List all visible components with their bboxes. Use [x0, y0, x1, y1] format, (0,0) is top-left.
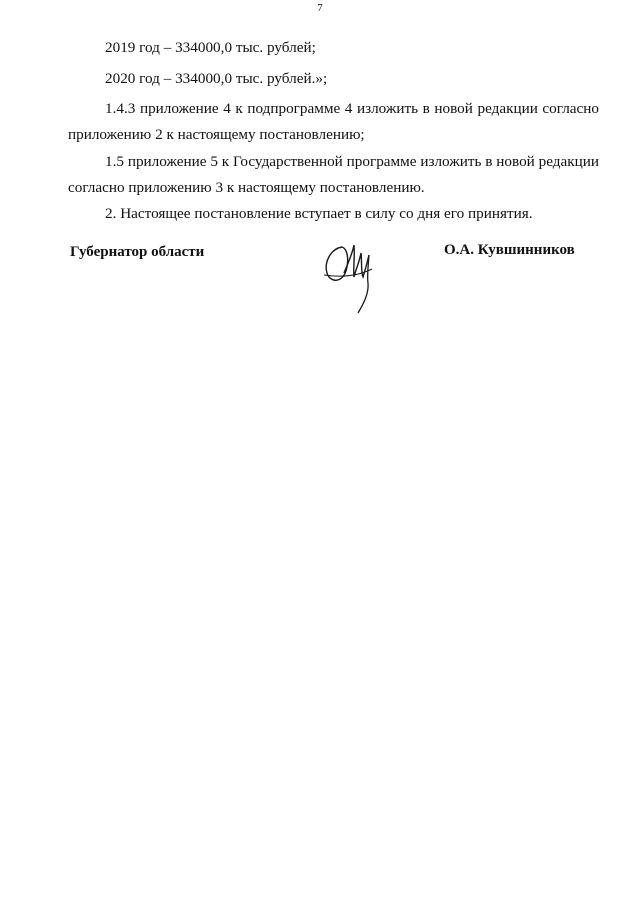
signatory-name: О.А. Кувшинников	[444, 242, 575, 258]
page-number: 7	[317, 2, 323, 14]
budget-line-2019: 2019 год – 334000,0 тыс. рублей;	[105, 39, 316, 56]
budget-line-2020: 2020 год – 334000,0 тыс. рублей.»;	[105, 70, 328, 87]
clause-1-4-3: 1.4.3 приложение 4 к подпрограмме 4 изложить в новой редакции согласно приложению 2 к настоящему постановлению;	[68, 100, 599, 143]
handwritten-signature	[318, 233, 388, 317]
clause-1-5: 1.5 приложение 5 к Государственной программе изложить в новой редакции согласно приложению 3 к настоящему постановлению.	[68, 153, 599, 196]
clause-2: 2. Настоящее постановление вступает в силу со дня его принятия.	[105, 205, 533, 222]
signatory-position: Губернатор области	[70, 244, 205, 260]
